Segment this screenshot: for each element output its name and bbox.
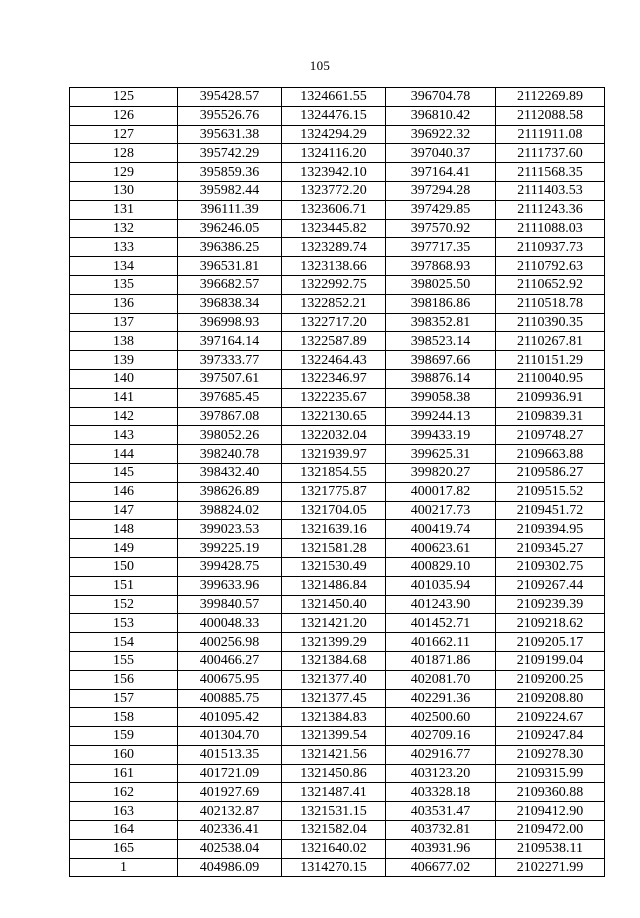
table-row	[70, 388, 605, 407]
table-row	[70, 633, 605, 652]
coord-x1-cell: 400048.33	[178, 614, 282, 633]
table-row	[70, 708, 605, 727]
coord-x1-cell: 395526.76	[178, 106, 282, 125]
coord-y2-cell: 2110040.95	[496, 369, 605, 388]
coord-x2-cell: 399433.19	[386, 426, 496, 445]
coord-x1-cell: 398824.02	[178, 501, 282, 520]
coord-x2-cell: 400017.82	[386, 482, 496, 501]
point-number-cell: 151	[70, 576, 178, 595]
point-number-cell: 150	[70, 557, 178, 576]
coord-x1-cell: 404986.09	[178, 858, 282, 877]
table-row	[70, 482, 605, 501]
point-number-cell: 145	[70, 463, 178, 482]
coord-x1-cell: 400675.95	[178, 670, 282, 689]
coord-y1-cell: 1321377.40	[282, 670, 386, 689]
point-number-cell: 157	[70, 689, 178, 708]
table-row	[70, 106, 605, 125]
point-number-cell: 137	[70, 313, 178, 332]
coord-x1-cell: 398432.40	[178, 463, 282, 482]
coord-x2-cell: 403732.81	[386, 821, 496, 840]
coord-y1-cell: 1321640.02	[282, 839, 386, 858]
coord-y2-cell: 2109472.00	[496, 821, 605, 840]
table-row	[70, 689, 605, 708]
coord-y1-cell: 1322464.43	[282, 351, 386, 370]
coord-x2-cell: 397164.41	[386, 163, 496, 182]
coord-x2-cell: 398876.14	[386, 369, 496, 388]
point-number-cell: 141	[70, 388, 178, 407]
coord-y1-cell: 1321704.05	[282, 501, 386, 520]
coord-y1-cell: 1324661.55	[282, 88, 386, 107]
coord-x1-cell: 399840.57	[178, 595, 282, 614]
coord-y1-cell: 1321384.83	[282, 708, 386, 727]
coord-y2-cell: 2110792.63	[496, 257, 605, 276]
table-row	[70, 501, 605, 520]
coord-y1-cell: 1321487.41	[282, 783, 386, 802]
coord-x1-cell: 401095.42	[178, 708, 282, 727]
coord-y1-cell: 1321639.16	[282, 520, 386, 539]
coord-y1-cell: 1322587.89	[282, 332, 386, 351]
point-number-cell: 132	[70, 219, 178, 238]
coord-x2-cell: 396922.32	[386, 125, 496, 144]
coordinate-table	[69, 87, 605, 877]
table-row	[70, 125, 605, 144]
point-number-cell: 164	[70, 821, 178, 840]
table-row	[70, 445, 605, 464]
coord-y2-cell: 2109224.67	[496, 708, 605, 727]
coord-x1-cell: 398052.26	[178, 426, 282, 445]
table-row	[70, 275, 605, 294]
point-number-cell: 156	[70, 670, 178, 689]
table-row	[70, 858, 605, 877]
coord-x1-cell: 400885.75	[178, 689, 282, 708]
table-row	[70, 802, 605, 821]
coord-x1-cell: 401721.09	[178, 764, 282, 783]
coord-y1-cell: 1314270.15	[282, 858, 386, 877]
coord-y1-cell: 1323445.82	[282, 219, 386, 238]
coord-y1-cell: 1322852.21	[282, 294, 386, 313]
coord-x2-cell: 402709.16	[386, 727, 496, 746]
coord-x1-cell: 401513.35	[178, 745, 282, 764]
coord-y1-cell: 1323138.66	[282, 257, 386, 276]
coord-y2-cell: 2109315.99	[496, 764, 605, 783]
table-row	[70, 520, 605, 539]
table-row	[70, 651, 605, 670]
point-number-cell: 131	[70, 200, 178, 219]
coord-x2-cell: 400419.74	[386, 520, 496, 539]
coord-x2-cell: 402291.36	[386, 689, 496, 708]
table-row	[70, 369, 605, 388]
coord-x2-cell: 403531.47	[386, 802, 496, 821]
table-row	[70, 727, 605, 746]
coord-y2-cell: 2109247.84	[496, 727, 605, 746]
coord-x2-cell: 400623.61	[386, 539, 496, 558]
coord-y2-cell: 2111243.36	[496, 200, 605, 219]
coord-x1-cell: 395742.29	[178, 144, 282, 163]
coord-x1-cell: 402132.87	[178, 802, 282, 821]
point-number-cell: 138	[70, 332, 178, 351]
coord-y2-cell: 2102271.99	[496, 858, 605, 877]
coord-y2-cell: 2109205.17	[496, 633, 605, 652]
page-number: 105	[309, 58, 331, 73]
coord-x1-cell: 397333.77	[178, 351, 282, 370]
point-number-cell: 147	[70, 501, 178, 520]
coord-y2-cell: 2109412.90	[496, 802, 605, 821]
coord-x1-cell: 395631.38	[178, 125, 282, 144]
coord-y1-cell: 1323942.10	[282, 163, 386, 182]
coord-y1-cell: 1321399.54	[282, 727, 386, 746]
coord-x2-cell: 401035.94	[386, 576, 496, 595]
point-number-cell: 139	[70, 351, 178, 370]
point-number-cell: 140	[70, 369, 178, 388]
point-number-cell: 135	[70, 275, 178, 294]
coord-x2-cell: 396704.78	[386, 88, 496, 107]
point-number-cell: 129	[70, 163, 178, 182]
point-number-cell: 125	[70, 88, 178, 107]
coord-y2-cell: 2109345.27	[496, 539, 605, 558]
point-number-cell: 130	[70, 181, 178, 200]
point-number-cell: 165	[70, 839, 178, 858]
coord-x2-cell: 403328.18	[386, 783, 496, 802]
table-row	[70, 313, 605, 332]
table-row	[70, 557, 605, 576]
coord-x2-cell: 398697.66	[386, 351, 496, 370]
coord-y1-cell: 1321581.28	[282, 539, 386, 558]
coord-x1-cell: 399633.96	[178, 576, 282, 595]
coord-y1-cell: 1321421.20	[282, 614, 386, 633]
coord-y1-cell: 1321450.40	[282, 595, 386, 614]
coord-y2-cell: 2110652.92	[496, 275, 605, 294]
coord-x1-cell: 396998.93	[178, 313, 282, 332]
coord-y2-cell: 2109200.25	[496, 670, 605, 689]
point-number-cell: 136	[70, 294, 178, 313]
coord-x1-cell: 399428.75	[178, 557, 282, 576]
coord-x2-cell: 401662.11	[386, 633, 496, 652]
coord-y2-cell: 2109360.88	[496, 783, 605, 802]
coord-x1-cell: 397867.08	[178, 407, 282, 426]
coord-x1-cell: 402538.04	[178, 839, 282, 858]
coord-x1-cell: 399023.53	[178, 520, 282, 539]
coord-x2-cell: 398523.14	[386, 332, 496, 351]
table-row	[70, 257, 605, 276]
point-number-cell: 144	[70, 445, 178, 464]
coord-y1-cell: 1324116.20	[282, 144, 386, 163]
coord-y2-cell: 2109302.75	[496, 557, 605, 576]
point-number-cell: 163	[70, 802, 178, 821]
coord-y2-cell: 2109839.31	[496, 407, 605, 426]
table-row	[70, 294, 605, 313]
table-row	[70, 144, 605, 163]
coord-y2-cell: 2110267.81	[496, 332, 605, 351]
coord-y2-cell: 2110151.29	[496, 351, 605, 370]
table-row	[70, 576, 605, 595]
table-row	[70, 426, 605, 445]
coord-y2-cell: 2110518.78	[496, 294, 605, 313]
coord-x2-cell: 398186.86	[386, 294, 496, 313]
coord-y2-cell: 2109394.95	[496, 520, 605, 539]
coord-x2-cell: 401452.71	[386, 614, 496, 633]
table-row	[70, 219, 605, 238]
coord-y1-cell: 1324294.29	[282, 125, 386, 144]
coord-y1-cell: 1321399.29	[282, 633, 386, 652]
coord-x1-cell: 398626.89	[178, 482, 282, 501]
coord-x2-cell: 399244.13	[386, 407, 496, 426]
coord-y1-cell: 1323606.71	[282, 200, 386, 219]
point-number-cell: 143	[70, 426, 178, 445]
coord-x2-cell: 403931.96	[386, 839, 496, 858]
coord-x2-cell: 398352.81	[386, 313, 496, 332]
coord-y2-cell: 2109199.04	[496, 651, 605, 670]
coord-y2-cell: 2109239.39	[496, 595, 605, 614]
table-row	[70, 783, 605, 802]
point-number-cell: 155	[70, 651, 178, 670]
coord-y2-cell: 2111737.60	[496, 144, 605, 163]
coord-x2-cell: 403123.20	[386, 764, 496, 783]
coord-y1-cell: 1321775.87	[282, 482, 386, 501]
coord-y1-cell: 1321531.15	[282, 802, 386, 821]
coord-x1-cell: 397685.45	[178, 388, 282, 407]
coord-y2-cell: 2109936.91	[496, 388, 605, 407]
point-number-cell: 142	[70, 407, 178, 426]
coord-x2-cell: 397294.28	[386, 181, 496, 200]
coord-x1-cell: 400466.27	[178, 651, 282, 670]
table-row	[70, 463, 605, 482]
coord-x2-cell: 397570.92	[386, 219, 496, 238]
coord-y1-cell: 1323289.74	[282, 238, 386, 257]
coord-y2-cell: 2109451.72	[496, 501, 605, 520]
coord-x2-cell: 399058.38	[386, 388, 496, 407]
coord-x2-cell: 402500.60	[386, 708, 496, 727]
coord-y1-cell: 1322130.65	[282, 407, 386, 426]
point-number-cell: 134	[70, 257, 178, 276]
coord-y2-cell: 2112269.89	[496, 88, 605, 107]
coord-y2-cell: 2109267.44	[496, 576, 605, 595]
coord-x1-cell: 396111.39	[178, 200, 282, 219]
table-row	[70, 238, 605, 257]
coord-x1-cell: 396386.25	[178, 238, 282, 257]
coord-x1-cell: 395859.36	[178, 163, 282, 182]
coord-x2-cell: 402081.70	[386, 670, 496, 689]
coord-x2-cell: 397868.93	[386, 257, 496, 276]
table-row	[70, 351, 605, 370]
coord-y2-cell: 2109748.27	[496, 426, 605, 445]
coord-y1-cell: 1321450.86	[282, 764, 386, 783]
point-number-cell: 148	[70, 520, 178, 539]
coord-x2-cell: 397040.37	[386, 144, 496, 163]
coord-x2-cell: 399820.27	[386, 463, 496, 482]
table-row	[70, 821, 605, 840]
coord-y2-cell: 2109538.11	[496, 839, 605, 858]
table-row	[70, 670, 605, 689]
coord-x2-cell: 397717.35	[386, 238, 496, 257]
coord-x2-cell: 396810.42	[386, 106, 496, 125]
point-number-cell: 154	[70, 633, 178, 652]
table-row	[70, 407, 605, 426]
coord-x1-cell: 402336.41	[178, 821, 282, 840]
coord-x1-cell: 395428.57	[178, 88, 282, 107]
coord-y2-cell: 2111911.08	[496, 125, 605, 144]
table-row	[70, 332, 605, 351]
coord-x2-cell: 399625.31	[386, 445, 496, 464]
point-number-cell: 153	[70, 614, 178, 633]
point-number-cell: 159	[70, 727, 178, 746]
point-number-cell: 161	[70, 764, 178, 783]
coord-x2-cell: 400217.73	[386, 501, 496, 520]
coord-y1-cell: 1321384.68	[282, 651, 386, 670]
coord-y1-cell: 1321486.84	[282, 576, 386, 595]
coord-x2-cell: 401871.86	[386, 651, 496, 670]
point-number-cell: 128	[70, 144, 178, 163]
coord-x1-cell: 396531.81	[178, 257, 282, 276]
point-number-cell: 160	[70, 745, 178, 764]
point-number-cell: 162	[70, 783, 178, 802]
point-number-cell: 152	[70, 595, 178, 614]
table-row	[70, 595, 605, 614]
coord-y1-cell: 1321854.55	[282, 463, 386, 482]
table-row	[70, 88, 605, 107]
coord-y1-cell: 1322032.04	[282, 426, 386, 445]
table-row	[70, 764, 605, 783]
table-row	[70, 539, 605, 558]
point-number-cell: 127	[70, 125, 178, 144]
coord-y1-cell: 1321582.04	[282, 821, 386, 840]
coord-y2-cell: 2109586.27	[496, 463, 605, 482]
coord-x1-cell: 396682.57	[178, 275, 282, 294]
point-number-cell: 126	[70, 106, 178, 125]
coord-x1-cell: 399225.19	[178, 539, 282, 558]
table-row	[70, 200, 605, 219]
coord-y1-cell: 1322717.20	[282, 313, 386, 332]
coord-x1-cell: 397164.14	[178, 332, 282, 351]
coord-y1-cell: 1322346.97	[282, 369, 386, 388]
coord-y2-cell: 2109515.52	[496, 482, 605, 501]
coord-x1-cell: 395982.44	[178, 181, 282, 200]
coord-y1-cell: 1324476.15	[282, 106, 386, 125]
coord-y2-cell: 2110390.35	[496, 313, 605, 332]
coord-y1-cell: 1321421.56	[282, 745, 386, 764]
point-number-cell: 133	[70, 238, 178, 257]
coord-y1-cell: 1321939.97	[282, 445, 386, 464]
coord-x1-cell: 397507.61	[178, 369, 282, 388]
coord-y1-cell: 1321530.49	[282, 557, 386, 576]
point-number-cell: 1	[70, 858, 178, 877]
coord-y2-cell: 2111088.03	[496, 219, 605, 238]
point-number-cell: 146	[70, 482, 178, 501]
coord-y1-cell: 1323772.20	[282, 181, 386, 200]
table-row	[70, 181, 605, 200]
coord-x2-cell: 406677.02	[386, 858, 496, 877]
coord-y1-cell: 1322992.75	[282, 275, 386, 294]
coord-y2-cell: 2110937.73	[496, 238, 605, 257]
coord-y1-cell: 1322235.67	[282, 388, 386, 407]
coord-x1-cell: 396838.34	[178, 294, 282, 313]
coord-x1-cell: 401927.69	[178, 783, 282, 802]
coord-x2-cell: 400829.10	[386, 557, 496, 576]
coord-x1-cell: 398240.78	[178, 445, 282, 464]
coord-x2-cell: 401243.90	[386, 595, 496, 614]
table-row	[70, 745, 605, 764]
table-row	[70, 163, 605, 182]
coord-y2-cell: 2109278.30	[496, 745, 605, 764]
coord-y2-cell: 2111403.53	[496, 181, 605, 200]
coordinate-table-body	[70, 88, 605, 877]
coord-y2-cell: 2109218.62	[496, 614, 605, 633]
table-row	[70, 839, 605, 858]
coord-y2-cell: 2111568.35	[496, 163, 605, 182]
point-number-cell: 158	[70, 708, 178, 727]
coord-y2-cell: 2109663.88	[496, 445, 605, 464]
coord-y2-cell: 2109208.80	[496, 689, 605, 708]
table-row	[70, 614, 605, 633]
point-number-cell: 149	[70, 539, 178, 558]
coord-x1-cell: 400256.98	[178, 633, 282, 652]
coord-x2-cell: 402916.77	[386, 745, 496, 764]
coord-y1-cell: 1321377.45	[282, 689, 386, 708]
coord-x1-cell: 396246.05	[178, 219, 282, 238]
coord-x2-cell: 397429.85	[386, 200, 496, 219]
coord-x2-cell: 398025.50	[386, 275, 496, 294]
coord-y2-cell: 2112088.58	[496, 106, 605, 125]
coord-x1-cell: 401304.70	[178, 727, 282, 746]
